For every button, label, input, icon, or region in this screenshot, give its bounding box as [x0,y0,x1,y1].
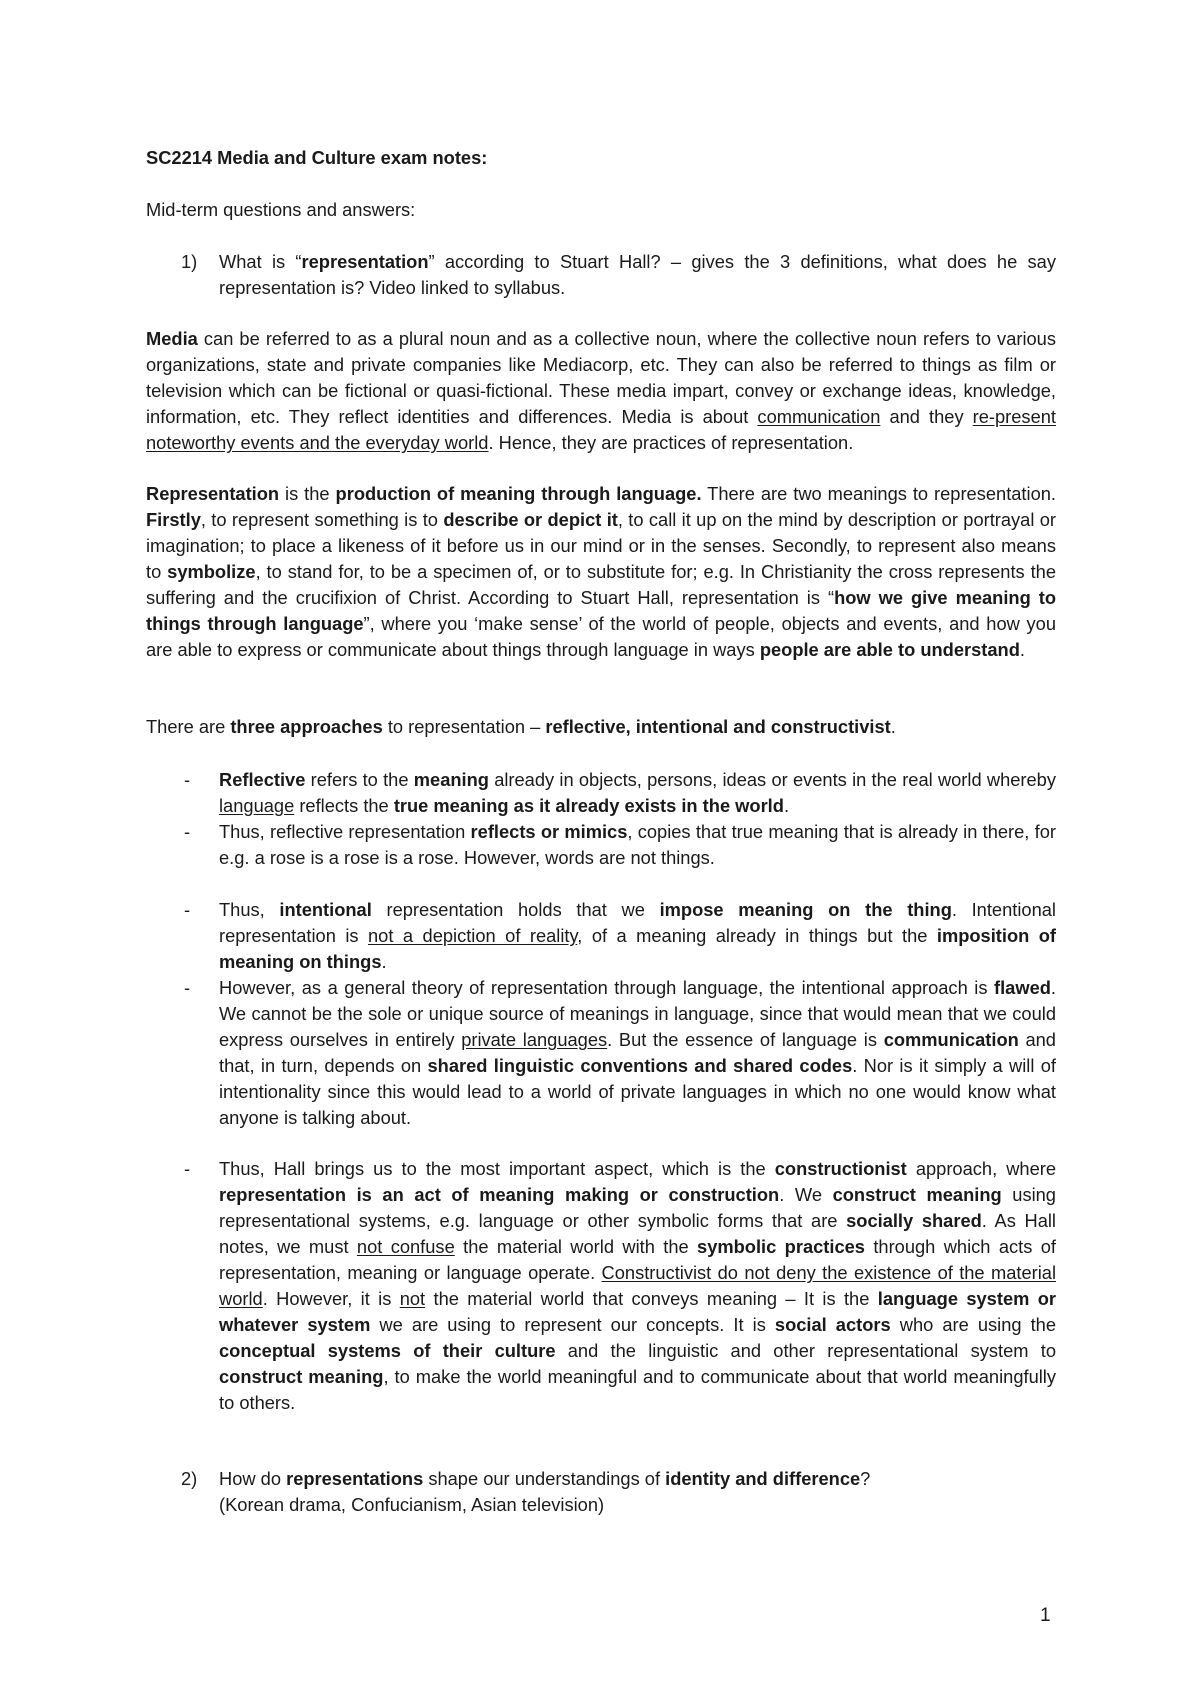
question-1 [146,249,1056,301]
list-item-reflective [146,767,1056,819]
bullet-dash: - [184,977,191,998]
list-item-intentional-flawed [146,975,1056,1131]
list-item-text: However, as a general theory of representation through language, the intentional approach is flawed. We cannot be the sole or unique source of meanings in language, since that would mean that we could express ourselves in entirely private languages. But the essence of language is communication and that, in turn, depends on shared linguistic conventions and shared codes. Nor is it simply a will of intentionality since this would lead to a world of private languages in which no one would know what anyone is talking about. [219,977,1056,1128]
bullet-dash: - [184,769,191,790]
question-number: 2) [181,1468,198,1489]
list-item-text: Reflective refers to the meaning already in objects, persons, ideas or events in the real world whereby language reflects the true meaning as it already exists in the world. [219,769,1056,816]
question-number: 1) [181,251,198,272]
bullet-dash: - [184,1158,191,1179]
question-2 [146,1466,1056,1518]
list-item-reflective-mimics [146,819,1056,871]
question-topics: (Korean drama, Confucianism, Asian television) [219,1494,605,1515]
list-item-text: Thus, Hall brings us to the most important aspect, which is the constructionist approach, where representation is an act of meaning making or construction. We construct meaning using representational systems, e.g. language or other symbolic forms that are socially shared. As Hall notes, we must not confuse the material world with the symbolic practices through which acts of representation, meaning or language operate. Constructivist do not deny the existence of the material world. However, it is not the material world that conveys meaning – It is the language system or whatever system we are using to represent our concepts. It is social actors who are using the conceptual systems of their culture and the linguistic and other representational system to construct meaning, to make the world meaningful and to communicate about that world meaningfully to others. [219,1158,1057,1413]
bullet-dash: - [184,821,191,842]
question-text: How do representations shape our understandings of identity and difference? (Korean drama, Confucianism, Asian television) [219,1468,871,1515]
page-number: 1 [1040,1605,1051,1626]
question-text: What is “representation” according to Stuart Hall? – gives the 3 definitions, what does he say representation is? Video linked to syllabus. [219,251,1056,298]
section-heading: Mid-term questions and answers: [146,199,416,220]
list-item-intentional [146,897,1056,975]
approaches-paragraph: There are three approaches to representation – reflective, intentional and constructivist. [146,716,896,737]
list-item-text: Thus, intentional representation holds that we impose meaning on the thing. Intentional representation is not a depiction of reality, of a meaning already in things but the imposition of meaning on things. [219,899,1057,972]
media-paragraph: Media can be referred to as a plural noun and as a collective noun, where the collective noun refers to various organizations, state and private companies like Mediacorp, etc. They can also be referred to things as film or television which can be fictional or quasi-fictional. These media impart, convey or exchange ideas, knowledge, information, etc. They reflect identities and differences. Media is about communication and they re-present noteworthy events and the everyday world. Hence, they are practices of representation. [146,328,1056,453]
bullet-dash: - [184,899,191,920]
list-item-text: Thus, reflective representation reflects or mimics, copies that true meaning that is already in there, for e.g. a rose is a rose is a rose. However, words are not things. [219,821,1056,868]
representation-paragraph: Representation is the production of meaning through language. There are two meanings to representation. Firstly, to represent something is to describe or depict it, to call it up on the mind by description or portrayal or imagination; to place a likeness of it before us in our mind or in the senses. Secondly, to represent also means to symbolize, to stand for, to be a specimen of, or to substitute for; e.g. In Christianity the cross represents the suffering and the crucifixion of Christ. According to Stuart Hall, representation is “how we give meaning to things through language”, where you ‘make sense’ of the world of people, objects and events, and how you are able to express or communicate about things through language in ways people are able to understand. [146,483,1057,660]
document-title: SC2214 Media and Culture exam notes: [146,147,488,168]
list-item-constructionist [146,1156,1056,1416]
